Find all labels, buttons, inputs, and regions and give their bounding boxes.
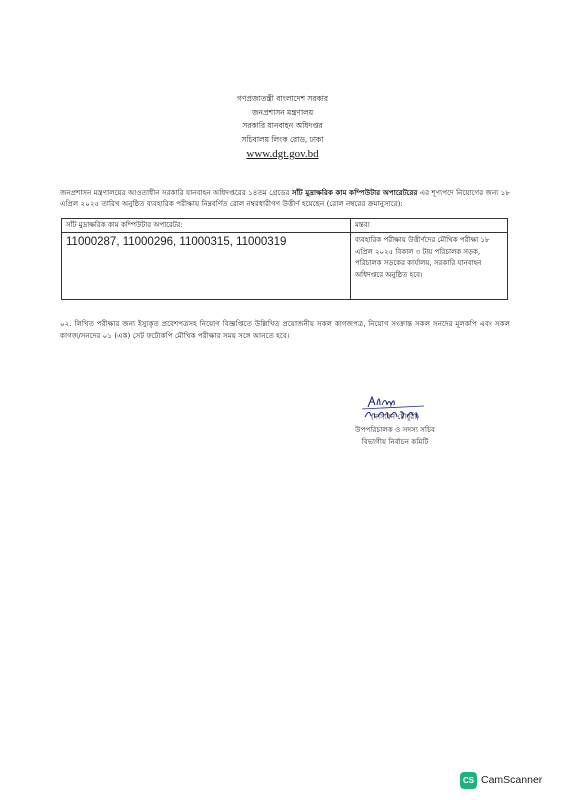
result-table [61,218,508,300]
camscanner-watermark [460,771,542,789]
signatory-designation: উপপরিচালক ও সদস্য সচিব [355,424,435,434]
intro-paragraph [60,187,510,209]
table-header-post: সাঁট মুদ্রাক্ষরিক কাম কম্পিউটার অপারেটর: [62,219,351,233]
intro-text-1: জনপ্রশাসন মন্ত্রণালয়ের আওতাধীন সরকারি যানবাহন অধিদপ্তরের ১৪তম গ্রেডের [60,188,292,197]
roll-numbers: 11000287, 11000296, 11000315, 11000319 [62,233,351,300]
header-website: www.dgt.gov.bd [246,148,319,160]
header-ministry: জনপ্রশাসন মন্ত্রণালয় [251,107,314,117]
header-address: সচিবালয় লিংক রোড, ঢাকা [241,134,324,144]
signatory-committee: বিভাগীয় নির্বাচন কমিটি [361,437,429,446]
camscanner-label: CamScanner [481,774,543,786]
header-department: সরকারি যানবাহন অধিদপ্তর [242,121,323,130]
signatory-name: (নাসরিন চৌধুরী) [370,412,420,421]
remarks-text: ব্যবহারিক পরীক্ষায় উত্তীর্ণদের মৌখিক পরীক্ষা ১৮ এপ্রিল ২০২৫ বিকাল ৩ টায় পরিচালক সড়ক, পরিচালক সড়কের কার্যালয়, সরকারি যানবাহন অধিদপ্তরে অনুষ্ঠিত হবে। [351,233,508,300]
instruction-paragraph: ০২. লিখিত পরীক্ষার জন্য ইস্যুকৃত প্রবেশপত্রসহ নিয়োগ বিজ্ঞপ্তিতে উল্লিখিত প্রয়োজনীয় সকল কাগজপত্র, নিয়োগ সংক্রান্ত সকল সনদের মূলকপি এবং সকল কাগজ/সনদের ০১ (এক) সেট ফটোকপি মৌখিক পরীক্ষার সময় সঙ্গে আনতে হবে। [60,319,510,340]
table-row [62,233,508,300]
table-header-row [62,219,508,233]
signature-block [330,411,460,449]
document-header [0,92,565,161]
table-header-remarks: মন্তব্য [351,219,508,233]
intro-post-name: সাঁট মুদ্রাক্ষরিক কাম কম্পিউটার অপারেটরের [291,188,418,197]
intro-text-2: এর শূণ্যপদে নিয়োগের জন্য ১৮ এপ্রিল ২০২৫ তারিখ অনুষ্ঠিত ব্যবহারিক পরীক্ষায় নিম্নবর্ণিত রোল নম্বরধারীগণ উত্তীর্ণ হয়েছেন (রোল নম্বরের ক্রমানুসারে): [60,188,511,208]
camscanner-logo-icon: CS [460,772,477,789]
header-government: গণপ্রজাতন্ত্রী বাংলাদেশ সরকার [236,94,329,103]
